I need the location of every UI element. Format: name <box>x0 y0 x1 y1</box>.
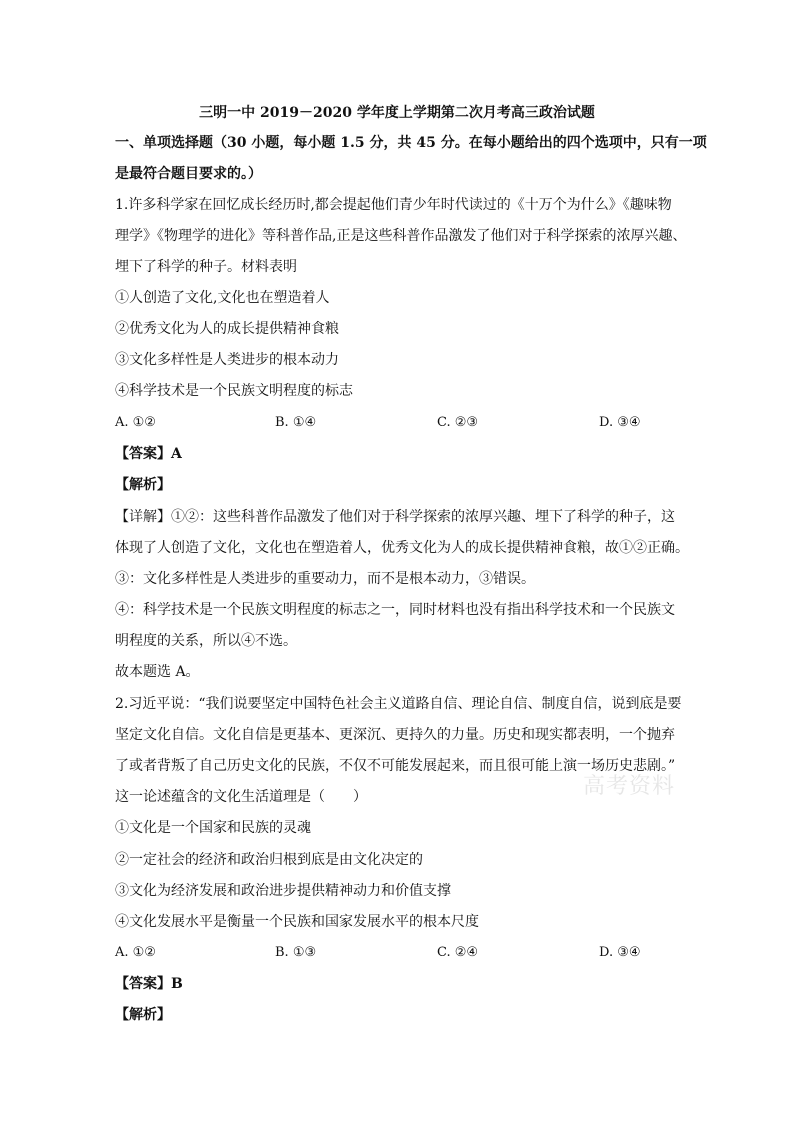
q1-explanation-line-3: ③：文化多样性是人类进步的重要动力，而不是根本动力，③错误。 <box>115 571 535 587</box>
q1-explanation-line-1: 【详解】①②：这些科普作品激发了他们对于科学探索的浓厚兴趣、埋下了科学的种子，这 <box>115 509 675 525</box>
q2-option-d: D. ③④ <box>599 945 641 960</box>
q1-item-3: ③文化多样性是人类进步的根本动力 <box>115 352 339 368</box>
q1-explanation-line-6: 故本题选 A。 <box>115 664 200 680</box>
q2-stem-line-1: 2.习近平说：“我们说要坚定中国特色社会主义道路自信、理论自信、制度自信，说到底是要 <box>115 696 682 712</box>
watermark: 高考资料 <box>583 774 676 799</box>
q2-stem-line-2: 坚定文化自信。文化自信是更基本、更深沉、更持久的力量。历史和现实都表明，一个抛弃 <box>115 727 675 743</box>
q1-item-4: ④科学技术是一个民族文明程度的标志 <box>115 383 353 399</box>
q1-answer-text: 【答案】A <box>115 446 182 462</box>
q1-stem-line-2: 理学》《物理学的进化》等科普作品,正是这些科普作品激发了他们对于科学探索的浓厚兴趣、 <box>115 228 687 244</box>
q1-explanation-line-2: 体现了人创造了文化，文化也在塑造着人，优秀文化为人的成长提供精神食粮，故①②正确。 <box>115 540 689 556</box>
q2-stem-line-3: 了或者背叛了自己历史文化的民族，不仅不可能发展起来，而且很可能上演一场历史悲剧。” <box>115 758 676 774</box>
q2-item-4: ④文化发展水平是衡量一个民族和国家发展水平的根本尺度 <box>115 914 479 930</box>
q2-option-c: C. ②④ <box>437 945 479 960</box>
q1-option-d: D. ③④ <box>599 415 641 430</box>
q2-item-2: ②一定社会的经济和政治归根到底是由文化决定的 <box>115 852 423 868</box>
page-title: 三明一中 2019－2020 学年度上学期第二次月考高三政治试题 <box>199 105 595 121</box>
q1-explanation-line-4: ④：科学技术是一个民族文明程度的标志之一，同时材料也没有指出科学技术和一个民族文 <box>115 602 675 618</box>
q1-item-1: ①人创造了文化,文化也在塑造着人 <box>115 290 330 306</box>
q2-option-b: B. ①③ <box>275 945 317 960</box>
q2-stem-line-4: 这一论述蕴含的文化生活道理是（ ） <box>115 789 367 805</box>
q2-analysis-label: 【解析】 <box>115 1007 171 1023</box>
q1-option-b: B. ①④ <box>275 415 317 430</box>
section-heading-line-1: 一、单项选择题（30 小题，每小题 1.5 分，共 45 分。在每小题给出的四个选项中，只有一项 <box>115 135 707 151</box>
q2-item-1: ①文化是一个国家和民族的灵魂 <box>115 820 311 836</box>
q1-explanation-line-5: 明程度的关系，所以④不选。 <box>115 633 297 649</box>
q1-stem-line-1: 1.许多科学家在回忆成长经历时,都会提起他们青少年时代读过的《十万个为什么》《趣味物 <box>115 197 672 213</box>
q2-item-3: ③文化为经济发展和政治进步提供精神动力和价值支撑 <box>115 883 451 899</box>
q2-answer-text: 【答案】B <box>115 976 183 992</box>
q1-option-a: A. ①② <box>115 415 156 430</box>
q1-answer <box>115 444 182 464</box>
q1-analysis-label: 【解析】 <box>115 477 171 493</box>
q2-answer <box>115 974 183 994</box>
q1-stem-line-3: 埋下了科学的种子。材料表明 <box>115 259 297 275</box>
q1-option-c: C. ②③ <box>437 415 479 430</box>
q1-item-2: ②优秀文化为人的成长提供精神食粮 <box>115 321 339 337</box>
q2-option-a: A. ①② <box>115 945 156 960</box>
section-heading-line-2: 是最符合题目要求的。） <box>115 166 262 182</box>
